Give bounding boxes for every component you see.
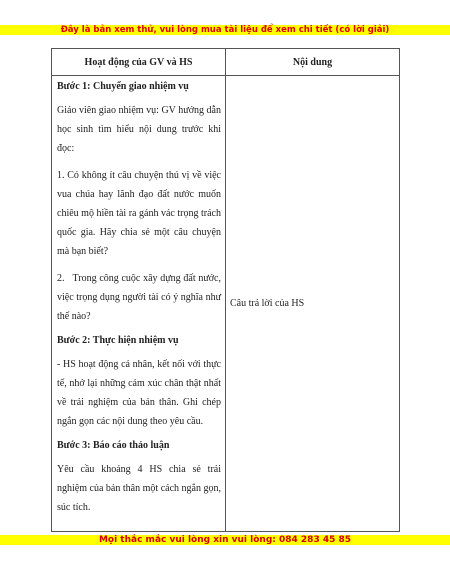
step2-text: - HS hoạt động cá nhân, kết nối với thực tế, nhớ lại những cảm xúc chân thật nhất về trải nghiệm của bản thân. Ghi chép ngắn gọn các nội dung theo yêu cầu. [57, 359, 221, 427]
contact-text: Mọi thắc mắc vui lòng xin vui lòng: 084 283 45 85 [98, 535, 352, 545]
table-row [52, 76, 400, 532]
table-header-row [52, 49, 400, 76]
step1-question-2: 2. Trong công cuộc xây dựng đất nước, việc trọng dụng người tài có ý nghĩa như thế nào? [57, 273, 224, 322]
step1-question-1: 1. Có không ít câu chuyện thú vị về việc vua chúa hay lãnh đạo đất nước muốn chiêu mộ hiền tài ra gánh vác trọng trách quốc gia. Hãy chia sẻ một câu chuyện mà bạn biết? [57, 170, 221, 257]
step2-title: Bước 2: Thực hiện nhiệm vụ [57, 335, 179, 346]
activities-cell [52, 76, 226, 532]
header-activities: Hoạt động của GV và HS [52, 49, 226, 76]
header-content: Nội dung [226, 49, 400, 76]
preview-notice-banner [0, 25, 450, 35]
contact-banner [0, 535, 450, 545]
step1-intro: Giáo viên giao nhiệm vụ: GV hướng dẫn học sinh tìm hiểu nội dung trước khi đọc: [57, 105, 221, 154]
preview-notice-text: Đây là bản xem thử, vui lòng mua tài liệu để xem chi tiết (có lời giải) [60, 25, 390, 35]
step3-text: Yêu cầu khoảng 4 HS chia sẻ trải nghiệm của bản thân một cách ngắn gọn, súc tích. [57, 464, 221, 513]
content-cell [226, 76, 400, 532]
step1-title: Bước 1: Chuyển giao nhiệm vụ [57, 81, 189, 92]
step3-title: Bước 3: Báo cáo thảo luận [57, 440, 170, 451]
activity-table [51, 48, 400, 532]
student-answer-text: Câu trả lời của HS [230, 298, 305, 309]
